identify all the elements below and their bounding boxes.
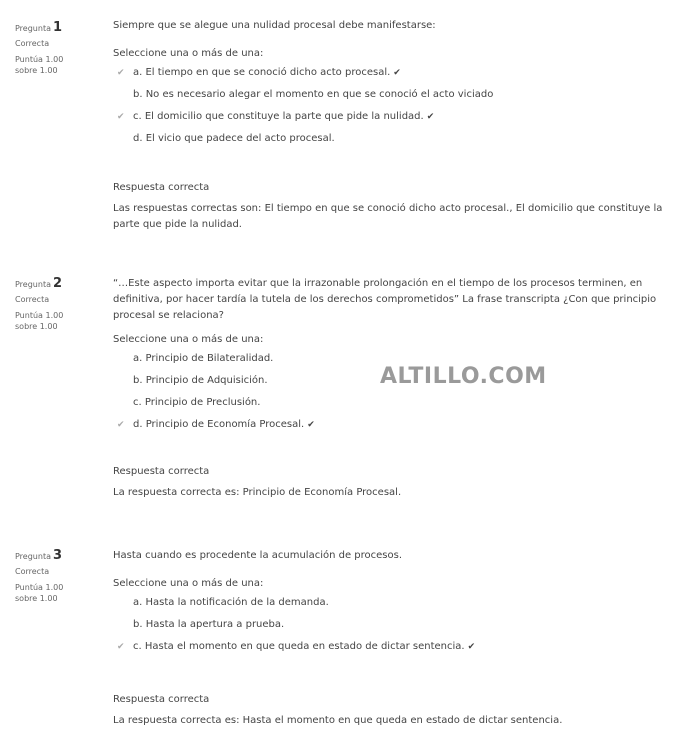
answer-option[interactable] [113,592,683,614]
answer-label: a. Principio de Bilateralidad. [133,353,274,364]
question-grade [15,310,95,332]
answer-label: a. El tiempo en que se conoció dicho acto procesal. [133,67,391,78]
correct-check-icon: ✔ [307,420,315,430]
selected-check-icon: ✔ [117,112,125,122]
correct-check-icon: ✔ [393,68,401,78]
answer-label: a. Hasta la notificación de la demanda. [133,597,329,608]
answer-label: c. Hasta el momento en que queda en estado de dictar sentencia. [133,641,465,652]
feedback-title: Respuesta correcta [113,182,210,193]
correct-check-icon: ✔ [426,112,435,122]
correct-check-icon: ✔ [467,642,476,652]
question-text: Hasta cuando es procedente la acumulación de procesos. [113,550,403,561]
question-grade [15,54,95,76]
feedback-title: Respuesta correcta [113,694,210,705]
grade-line-2: sobre 1.00 [15,322,58,331]
answer-option[interactable] [113,106,683,128]
question-state: Correcta [15,295,50,304]
feedback-text: La respuesta correcta es: Principio de Economía Procesal. [113,487,402,498]
grade-line-1: Puntúa 1.00 [15,583,64,592]
feedback-title: Respuesta correcta [113,466,210,477]
question-state: Correcta [15,39,50,48]
question-content [113,18,683,233]
question-info [15,544,95,604]
answer-label: c. Principio de Preclusión. [133,397,261,408]
selected-check-icon: ✔ [117,420,125,430]
question-label: Pregunta [15,280,51,289]
answer-prompt: Seleccione una o más de una: [113,334,264,345]
question-label: Pregunta [15,552,51,561]
answer-option[interactable] [113,128,683,150]
question-info [15,272,95,332]
answer-label: b. No es necesario alegar el momento en que se conoció el acto viciado [133,89,494,100]
answer-label: c. El domicilio que constituye la parte que pide la nulidad. [133,111,424,122]
grade-line-1: Puntúa 1.00 [15,55,64,64]
question-info [15,16,95,76]
question-number: 2 [52,276,63,291]
selected-check-icon: ✔ [117,68,125,78]
feedback-text: Las respuestas correctas son: El tiempo en que se conoció dicho acto procesal., El domicilio que constituye la parte que pide la nulidad. [113,203,663,230]
watermark: ALTILLO.COM [380,364,547,389]
answer-label: d. El vicio que padece del acto procesal. [133,133,335,144]
answer-prompt: Seleccione una o más de una: [113,578,264,589]
question-number: 3 [52,548,63,563]
answer-prompt: Seleccione una o más de una: [113,48,264,59]
selected-check-icon: ✔ [117,642,125,652]
answer-list [113,348,683,436]
answer-option[interactable] [113,62,683,84]
question-state: Correcta [15,567,50,576]
question-label: Pregunta [15,24,51,33]
answer-option[interactable] [113,84,683,106]
answer-option[interactable] [113,636,683,658]
question-number: 1 [52,20,63,35]
grade-line-2: sobre 1.00 [15,66,58,75]
feedback-text: La respuesta correcta es: Hasta el momento en que queda en estado de dictar sentencia. [113,715,563,726]
answer-label: b. Hasta la apertura a prueba. [133,619,285,630]
answer-label: d. Principio de Economía Procesal. [133,419,305,430]
grade-line-2: sobre 1.00 [15,594,58,603]
answer-list [113,62,683,150]
answer-option[interactable] [113,414,683,436]
question-text: “…Este aspecto importa evitar que la irrazonable prolongación en el tiempo de los procesos terminen, en definitiva, por hacer tardía la tutela de los derechos comprometidos” La frase transcripta ¿Con que principio procesal se relaciona? [113,278,657,321]
grade-line-1: Puntúa 1.00 [15,311,64,320]
question-grade [15,582,95,604]
answer-option[interactable] [113,614,683,636]
question-content [113,548,683,729]
answer-list [113,592,683,658]
question-text: Siempre que se alegue una nulidad procesal debe manifestarse: [113,20,436,31]
answer-label: b. Principio de Adquisición. [133,375,268,386]
answer-option[interactable] [113,392,683,414]
